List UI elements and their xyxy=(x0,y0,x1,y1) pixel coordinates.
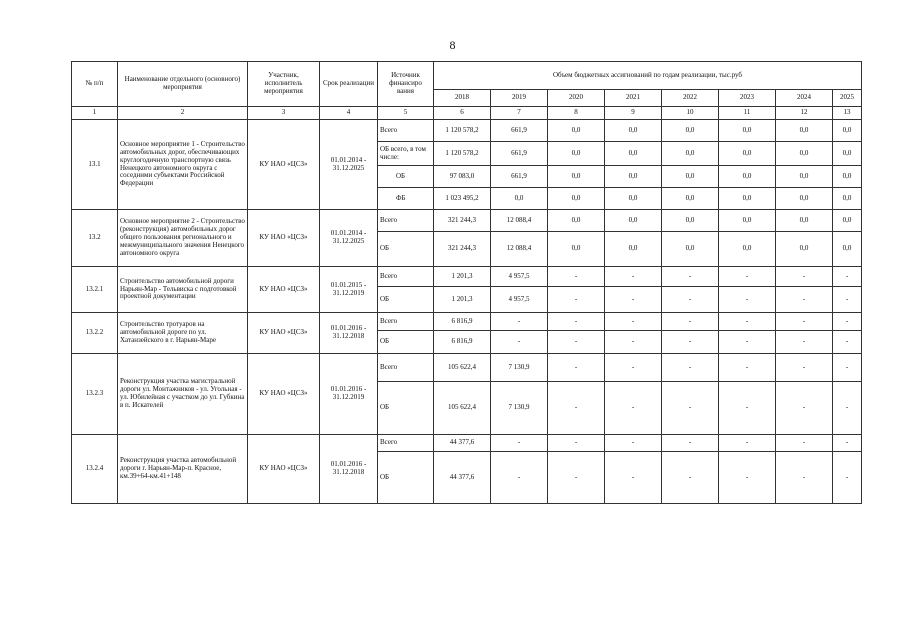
budget-value: 0,0 xyxy=(776,232,833,267)
budget-value: 661,9 xyxy=(491,142,548,166)
budget-value: 1 120 578,2 xyxy=(434,120,491,142)
table-row xyxy=(72,267,862,287)
column-number: 11 xyxy=(719,107,776,120)
budget-value: - xyxy=(833,452,862,504)
budget-value: - xyxy=(776,267,833,287)
budget-value: 0,0 xyxy=(605,210,662,232)
budget-value: - xyxy=(833,287,862,313)
header-year: 2020 xyxy=(548,90,605,107)
budget-value: 0,0 xyxy=(833,166,862,188)
row-number: 13.2 xyxy=(72,210,118,267)
budget-value: 1 120 578,2 xyxy=(434,142,491,166)
budget-value: - xyxy=(605,354,662,382)
activity-name: Строительство автомобильной дороги Нарьян-Мар - Тельвиска с подготовкой проектной документации xyxy=(118,267,248,313)
activity-name: Основное мероприятие 1 - Строительство автомобильных дорог, обеспечивающих круглогодичную транспортную связь Ненецкого автономного округа с соседними субъектами Российской Федерации xyxy=(118,120,248,210)
budget-value: - xyxy=(776,313,833,331)
budget-value: 0,0 xyxy=(776,210,833,232)
budget-value: - xyxy=(605,313,662,331)
header-num: № п/п xyxy=(72,62,118,107)
row-number: 13.2.4 xyxy=(72,435,118,504)
activity-name: Реконструкция участка автомобильной дороги г. Нарьян-Мар-п. Красное, км.39+64-км.41+148 xyxy=(118,435,248,504)
budget-value: - xyxy=(662,313,719,331)
budget-value: 6 816,9 xyxy=(434,331,491,354)
budget-value: - xyxy=(548,435,605,452)
budget-value: - xyxy=(719,435,776,452)
budget-value: - xyxy=(833,313,862,331)
header-name: Наименование отдельного (основного) мероприятия xyxy=(118,62,248,107)
participant: КУ НАО «ЦСЗ» xyxy=(248,120,320,210)
participant: КУ НАО «ЦСЗ» xyxy=(248,354,320,435)
budget-value: 0,0 xyxy=(776,142,833,166)
budget-value: - xyxy=(491,331,548,354)
budget-value: 0,0 xyxy=(833,210,862,232)
budget-value: 0,0 xyxy=(776,120,833,142)
budget-value: 6 816,9 xyxy=(434,313,491,331)
budget-value: 0,0 xyxy=(662,142,719,166)
budget-value: 0,0 xyxy=(605,166,662,188)
budget-value: 1 201,3 xyxy=(434,267,491,287)
budget-value: - xyxy=(605,331,662,354)
header-participant: Участник, исполнитель мероприятия xyxy=(248,62,320,107)
funding-source: Всего xyxy=(378,210,434,232)
budget-value: 0,0 xyxy=(719,210,776,232)
row-number: 13.2.2 xyxy=(72,313,118,354)
participant: КУ НАО «ЦСЗ» xyxy=(248,210,320,267)
funding-source: ОБ xyxy=(378,287,434,313)
column-number: 6 xyxy=(434,107,491,120)
funding-source: ОБ xyxy=(378,382,434,435)
budget-value: 0,0 xyxy=(605,232,662,267)
participant: КУ НАО «ЦСЗ» xyxy=(248,313,320,354)
budget-value: - xyxy=(776,331,833,354)
budget-value: 0,0 xyxy=(548,142,605,166)
budget-value: - xyxy=(719,382,776,435)
budget-value: 321 244,3 xyxy=(434,232,491,267)
participant: КУ НАО «ЦСЗ» xyxy=(248,267,320,313)
funding-source: Всего xyxy=(378,120,434,142)
table-row xyxy=(72,120,862,142)
header-year: 2018 xyxy=(434,90,491,107)
budget-value: 0,0 xyxy=(662,166,719,188)
budget-value: - xyxy=(662,382,719,435)
budget-value: - xyxy=(605,452,662,504)
budget-value: - xyxy=(491,452,548,504)
budget-value: - xyxy=(776,287,833,313)
budget-value: - xyxy=(548,287,605,313)
budget-value: 0,0 xyxy=(605,142,662,166)
budget-value: 12 088,4 xyxy=(491,232,548,267)
funding-source: ОБ xyxy=(378,452,434,504)
budget-value: 44 377,6 xyxy=(434,435,491,452)
budget-value: 0,0 xyxy=(491,188,548,210)
budget-value: - xyxy=(776,435,833,452)
budget-value: 44 377,6 xyxy=(434,452,491,504)
budget-value: 105 622,4 xyxy=(434,354,491,382)
budget-value: 0,0 xyxy=(833,142,862,166)
budget-value: - xyxy=(491,435,548,452)
budget-value: - xyxy=(548,354,605,382)
budget-value: 321 244,3 xyxy=(434,210,491,232)
column-number: 4 xyxy=(320,107,378,120)
budget-value: 0,0 xyxy=(662,210,719,232)
budget-value: 0,0 xyxy=(719,142,776,166)
budget-value: - xyxy=(719,287,776,313)
budget-value: - xyxy=(719,267,776,287)
budget-value: 661,9 xyxy=(491,166,548,188)
term: 01.01.2014 - 31.12.2025 xyxy=(320,210,378,267)
column-number: 13 xyxy=(833,107,862,120)
activity-name: Реконструкция участка магистральной дороги ул. Монтажников - ул. Угольная - ул. Юбилейная с участком до ул. Губкина в п. Искателей xyxy=(118,354,248,435)
column-number: 5 xyxy=(378,107,434,120)
budget-value: - xyxy=(662,331,719,354)
budget-value: - xyxy=(719,452,776,504)
budget-value: 4 957,5 xyxy=(491,287,548,313)
budget-value: - xyxy=(605,267,662,287)
budget-value: - xyxy=(662,354,719,382)
budget-value: 0,0 xyxy=(719,232,776,267)
row-number: 13.2.1 xyxy=(72,267,118,313)
budget-value: - xyxy=(491,313,548,331)
budget-value: 7 130,9 xyxy=(491,354,548,382)
budget-value: 0,0 xyxy=(833,188,862,210)
budget-value: 661,9 xyxy=(491,120,548,142)
budget-value: - xyxy=(548,452,605,504)
budget-value: 0,0 xyxy=(548,210,605,232)
budget-value: 1 201,3 xyxy=(434,287,491,313)
budget-value: - xyxy=(833,267,862,287)
budget-value: 0,0 xyxy=(548,232,605,267)
funding-source: ОБ xyxy=(378,232,434,267)
budget-value: 0,0 xyxy=(662,232,719,267)
budget-value: - xyxy=(548,313,605,331)
budget-value: 0,0 xyxy=(833,120,862,142)
budget-value: 0,0 xyxy=(776,166,833,188)
budget-value: 12 088,4 xyxy=(491,210,548,232)
header-year: 2022 xyxy=(662,90,719,107)
funding-source: ОБ xyxy=(378,166,434,188)
budget-value: - xyxy=(548,382,605,435)
participant: КУ НАО «ЦСЗ» xyxy=(248,435,320,504)
header-year: 2024 xyxy=(776,90,833,107)
budget-value: - xyxy=(548,331,605,354)
header-term: Срок реализации xyxy=(320,62,378,107)
budget-value: 105 622,4 xyxy=(434,382,491,435)
budget-value: 97 083,0 xyxy=(434,166,491,188)
budget-value: - xyxy=(833,354,862,382)
budget-value: - xyxy=(719,354,776,382)
budget-value: - xyxy=(719,331,776,354)
header-year: 2023 xyxy=(719,90,776,107)
term: 01.01.2016 - 31.12.2019 xyxy=(320,354,378,435)
budget-value: - xyxy=(662,452,719,504)
funding-source: ОБ всего, в том числе: xyxy=(378,142,434,166)
column-number: 3 xyxy=(248,107,320,120)
term: 01.01.2016 - 31.12.2018 xyxy=(320,313,378,354)
header-source: Источник финансиро вания xyxy=(378,62,434,107)
row-number: 13.2.3 xyxy=(72,354,118,435)
budget-value: - xyxy=(776,382,833,435)
budget-value: 0,0 xyxy=(719,120,776,142)
budget-value: - xyxy=(662,435,719,452)
budget-value: - xyxy=(776,354,833,382)
budget-value: 0,0 xyxy=(605,188,662,210)
header-budget: Объем бюджетных ассигнований по годам реализации, тыс.руб xyxy=(434,62,862,90)
budget-table xyxy=(71,61,862,504)
term: 01.01.2015 - 31.12.2019 xyxy=(320,267,378,313)
budget-value: - xyxy=(548,267,605,287)
funding-source: ОБ xyxy=(378,331,434,354)
funding-source: Всего xyxy=(378,435,434,452)
column-number: 7 xyxy=(491,107,548,120)
page-number: 8 xyxy=(449,38,456,52)
budget-value: 0,0 xyxy=(548,120,605,142)
header-year: 2025 xyxy=(833,90,862,107)
funding-source: ФБ xyxy=(378,188,434,210)
budget-value: - xyxy=(833,435,862,452)
budget-value: - xyxy=(776,452,833,504)
budget-value: 0,0 xyxy=(776,188,833,210)
column-number: 10 xyxy=(662,107,719,120)
budget-value: 0,0 xyxy=(662,188,719,210)
budget-value: - xyxy=(662,267,719,287)
budget-value: 0,0 xyxy=(605,120,662,142)
funding-source: Всего xyxy=(378,313,434,331)
budget-value: 0,0 xyxy=(719,166,776,188)
header-year: 2021 xyxy=(605,90,662,107)
activity-name: Строительство тротуаров на автомобильной дороге по ул. Хатанзейского в г. Нарьян-Маре xyxy=(118,313,248,354)
budget-value: - xyxy=(833,331,862,354)
column-number: 8 xyxy=(548,107,605,120)
column-number: 9 xyxy=(605,107,662,120)
budget-value: 4 957,5 xyxy=(491,267,548,287)
budget-value: - xyxy=(662,287,719,313)
budget-value: 0,0 xyxy=(548,188,605,210)
table-row xyxy=(72,354,862,382)
budget-value: 7 130,9 xyxy=(491,382,548,435)
table-row xyxy=(72,313,862,331)
budget-value: 0,0 xyxy=(833,232,862,267)
budget-value: 0,0 xyxy=(548,166,605,188)
budget-value: - xyxy=(719,313,776,331)
activity-name: Основное мероприятие 2 - Строительство (реконструкция) автомобильных дорог общего пользования регионального и межмуниципального значения Ненецкого автономного округа xyxy=(118,210,248,267)
row-number: 13.1 xyxy=(72,120,118,210)
budget-value: 0,0 xyxy=(719,188,776,210)
column-number: 2 xyxy=(118,107,248,120)
term: 01.01.2014 - 31.12.2025 xyxy=(320,120,378,210)
funding-source: Всего xyxy=(378,354,434,382)
budget-value: - xyxy=(605,382,662,435)
header-year: 2019 xyxy=(491,90,548,107)
table-row xyxy=(72,210,862,232)
table-row xyxy=(72,435,862,452)
column-number: 12 xyxy=(776,107,833,120)
budget-value: 0,0 xyxy=(662,120,719,142)
budget-value: 1 023 495,2 xyxy=(434,188,491,210)
budget-value: - xyxy=(605,435,662,452)
budget-value: - xyxy=(605,287,662,313)
budget-value: - xyxy=(833,382,862,435)
funding-source: Всего xyxy=(378,267,434,287)
term: 01.01.2016 - 31.12.2018 xyxy=(320,435,378,504)
column-number: 1 xyxy=(72,107,118,120)
